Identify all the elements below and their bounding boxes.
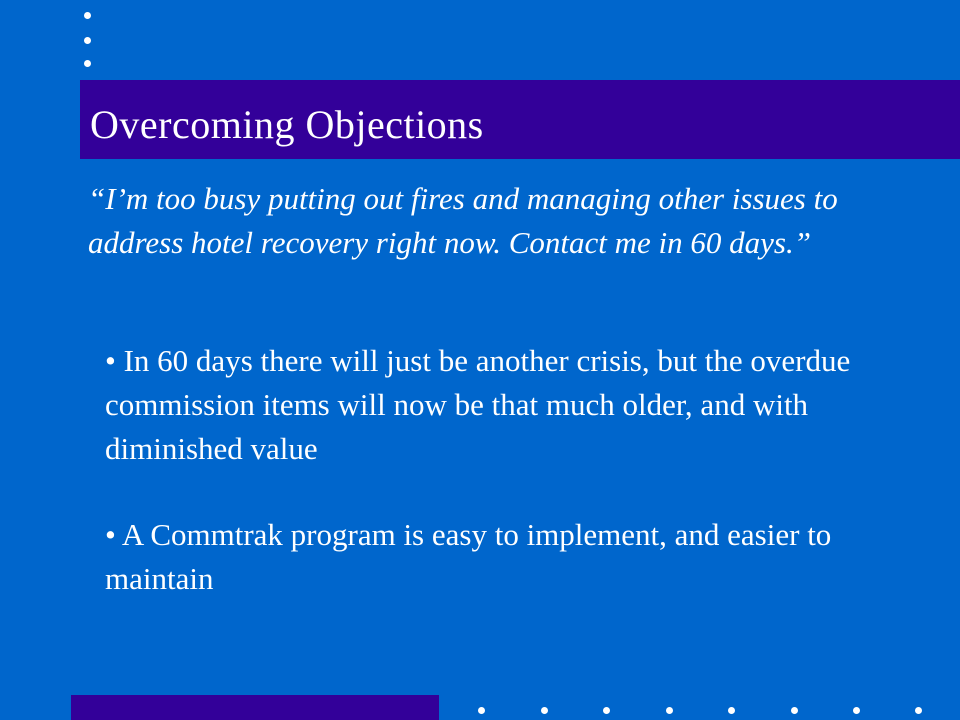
decor-dot — [478, 707, 485, 714]
bullet-item — [105, 339, 875, 471]
decor-dot — [84, 60, 91, 67]
bullet-text: A Commtrak program is easy to implement, and easier to maintain — [105, 517, 832, 596]
horizontal-dots-decoration — [470, 705, 950, 715]
decor-dot — [541, 707, 548, 714]
decor-dot — [853, 707, 860, 714]
bullet-marker: • — [105, 517, 116, 552]
bullet-text: In 60 days there will just be another crisis, but the overdue commission items will now be that much older, and with diminished value — [105, 343, 851, 466]
bullet-marker: • — [105, 343, 116, 378]
decor-dot — [791, 707, 798, 714]
bullet-item — [105, 513, 875, 601]
decor-dot — [603, 707, 610, 714]
decor-dot — [915, 707, 922, 714]
slide-title: Overcoming Objections — [90, 102, 484, 147]
decor-dot — [84, 37, 91, 44]
objection-quote: “I’m too busy putting out fires and managing other issues to address hotel recovery right now. Contact me in 60 days.” — [88, 181, 838, 260]
bottom-band — [71, 695, 439, 720]
decor-dot — [666, 707, 673, 714]
decor-dot — [728, 707, 735, 714]
vertical-dots-decoration — [84, 10, 94, 70]
decor-dot — [84, 12, 91, 19]
